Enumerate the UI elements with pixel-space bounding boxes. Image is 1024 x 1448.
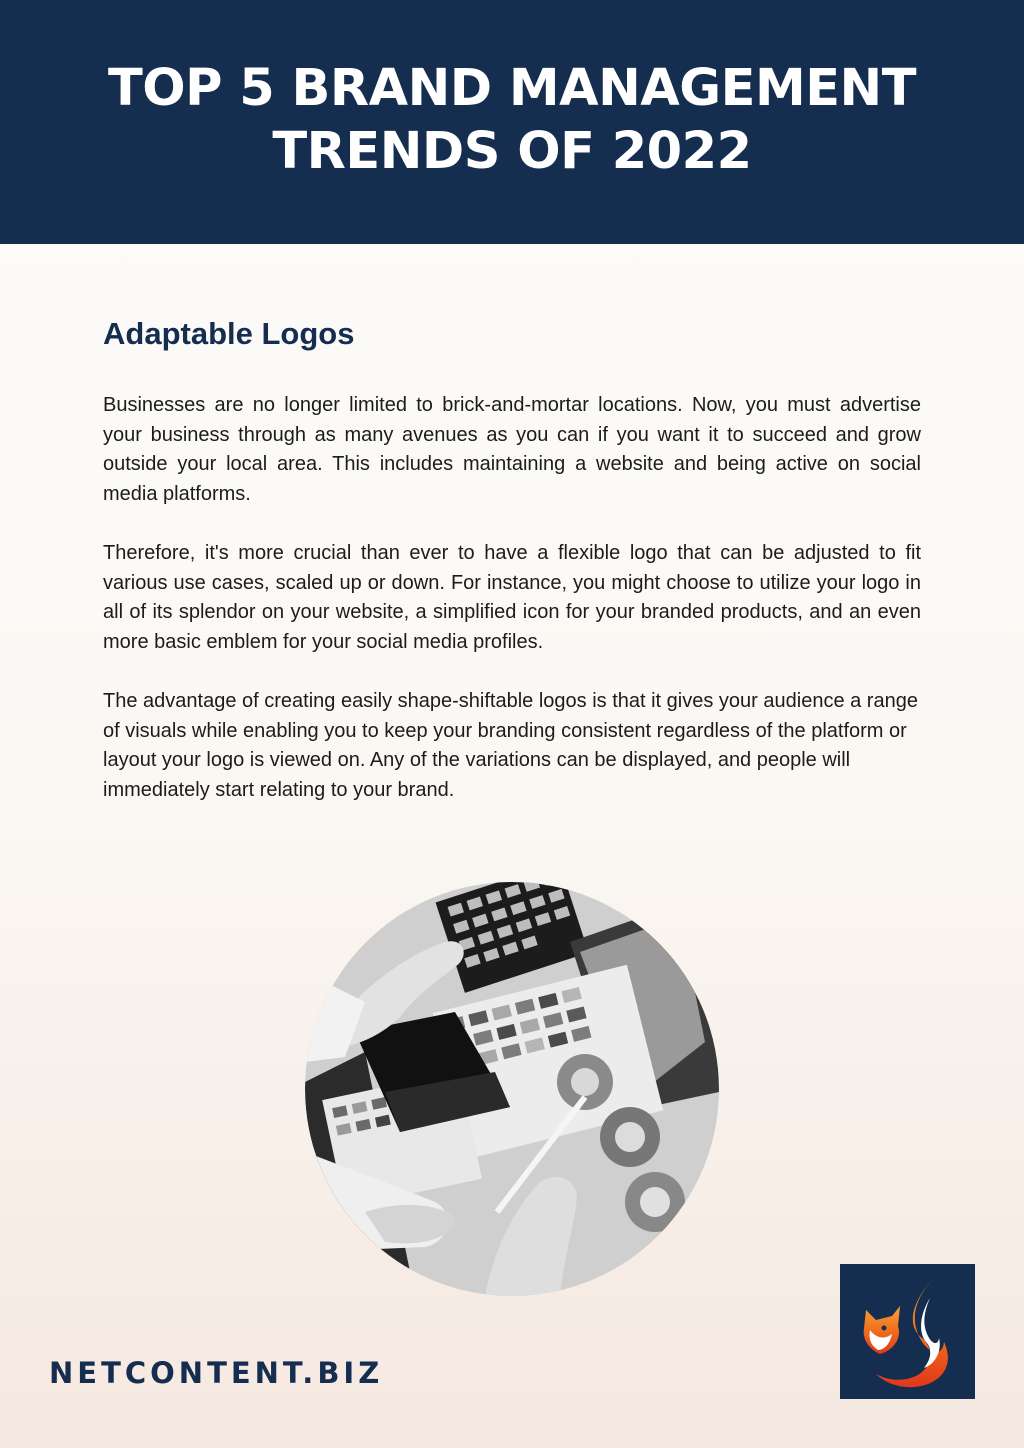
paragraph-3: The advantage of creating easily shape-shiftable logos is that it gives your audience a range of visuals while enabling you to keep your branding consistent regardless of the platform or layout your logo is viewed on. Any of the variations can be displayed, and people will immediately start relating to your brand. xyxy=(103,689,918,801)
fox-flame-logo-icon xyxy=(840,1264,975,1399)
page-header xyxy=(0,0,1024,244)
page-title xyxy=(108,57,916,183)
paragraph-1: Businesses are no longer limited to brick-and-mortar locations. Now, you must advertise your business through as many avenues as you can if you want it to succeed and grow outside your local area. This includes maintaining a website and being active on social media platforms. xyxy=(103,394,921,505)
article-body xyxy=(103,391,921,835)
section-heading: Adaptable Logos xyxy=(103,316,355,351)
paragraph-2: Therefore, it's more crucial than ever to have a flexible logo that can be adjusted to fit various use cases, scaled up or down. For instance, you might choose to utilize your logo in all of its splendor on your website, a simplified icon for your branded products, and an even more basic emblem for your social media profiles. xyxy=(103,541,921,653)
footer-website: NETCONTENT.BIZ xyxy=(49,1356,384,1390)
page-title-line-1: TOP 5 BRAND MANAGEMENT xyxy=(107,59,917,118)
design-workspace-photo xyxy=(305,882,719,1296)
page-title-line-2: TRENDS OF 2022 xyxy=(272,122,752,181)
